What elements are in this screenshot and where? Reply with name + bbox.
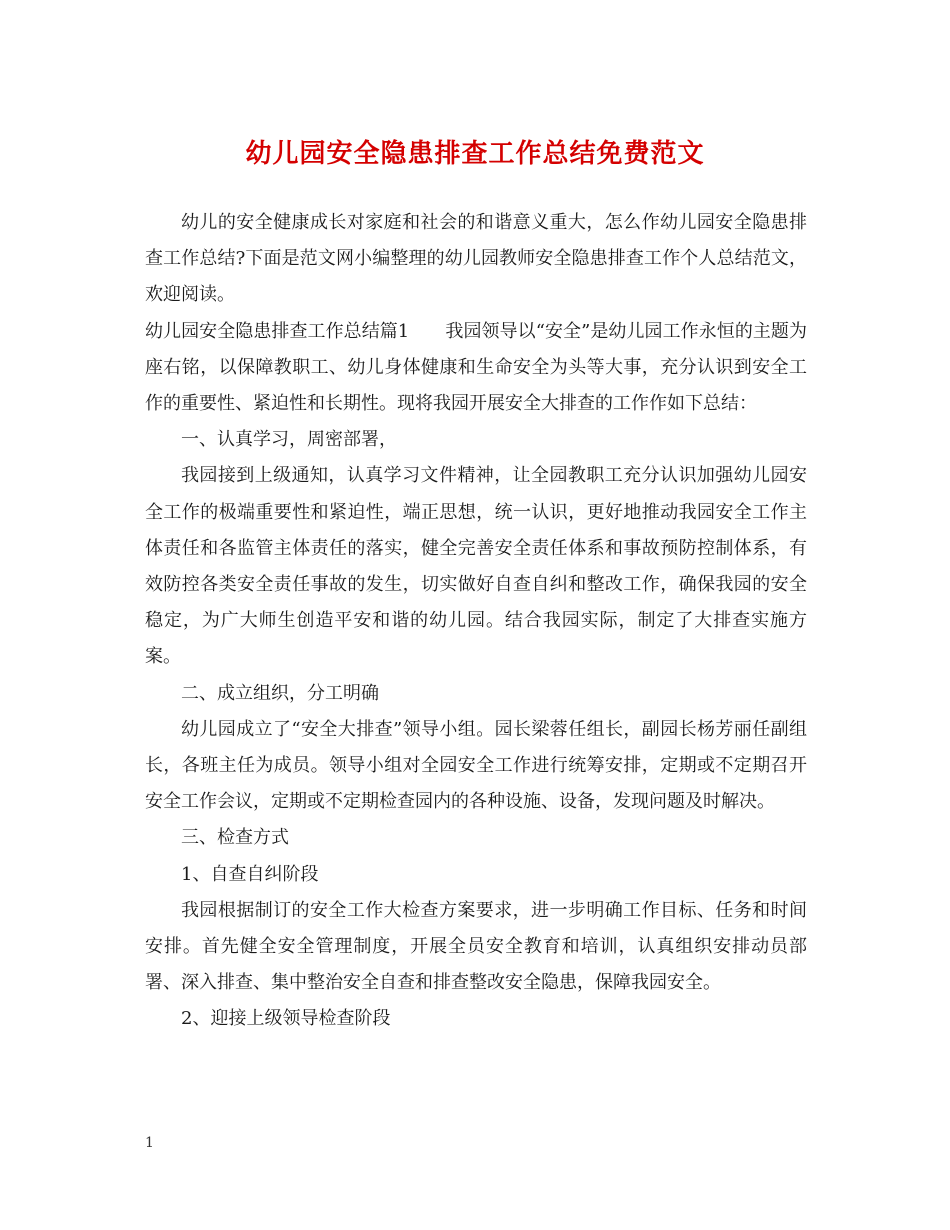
paragraph-body-1: 我园接到上级通知，认真学习文件精神，让全园教职工充分认识加强幼儿园安全工作的极端重要性和紧迫性，端正思想，统一认识，更好地推动我园安全工作主体责任和各监管主体责任的落实，健全完善安全责任体系和事故预防控制体系，有效防控各类安全责任事故的发生，切实做好自查自纠和整改工作，确保我园的安全稳定，为广大师生创造平安和谐的幼儿园。结合我园实际，制定了大排查实施方案。 — [145, 465, 807, 668]
document-body — [145, 205, 807, 1038]
paragraph-subheading-1: 1、自查自纠阶段 — [181, 863, 319, 885]
paragraph-body-2: 幼儿园成立了“安全大排查”领导小组。园长梁蓉任组长，副园长杨芳丽任副组长，各班主任为成员。领导小组对全园安全工作进行统筹安排，定期或不定期召开安全工作会议，定期或不定期检查园内的各种设施、设备，发现问题及时解决。 — [145, 718, 807, 813]
document-title: 幼儿园安全隐患排查工作总结免费范文 — [245, 139, 705, 169]
paragraph-subheading-2: 2、迎接上级领导检查阶段 — [181, 1008, 391, 1030]
page-number: 1 — [145, 1135, 154, 1151]
paragraph-body-3: 我园根据制订的安全工作大检查方案要求，进一步明确工作目标、任务和时间安排。首先健全安全管理制度，开展全员安全教育和培训，认真组织安排动员部署、深入排查、集中整治安全自查和排查整改安全隐患，保障我园安全。 — [145, 899, 807, 994]
paragraph-heading-3: 三、检查方式 — [181, 827, 289, 849]
paragraph-section-heading: 幼儿园安全隐患排查工作总结篇1 我园领导以“安全”是幼儿园工作永恒的主题为座右铭，以保障教职工、幼儿身体健康和生命安全为头等大事，充分认识到安全工作的重要性、紧迫性和长期性。现将我园开展安全大排查的工作作如下总结： — [145, 320, 807, 415]
paragraph-heading-1: 一、认真学习，周密部署， — [181, 429, 397, 451]
paragraph-heading-2: 二、成立组织，分工明确 — [181, 682, 379, 704]
paragraph-intro: 幼儿的安全健康成长对家庭和社会的和谐意义重大，怎么作幼儿园安全隐患排查工作总结?下面是范文网小编整理的幼儿园教师安全隐患排查工作个人总结范文，欢迎阅读。 — [145, 212, 807, 306]
